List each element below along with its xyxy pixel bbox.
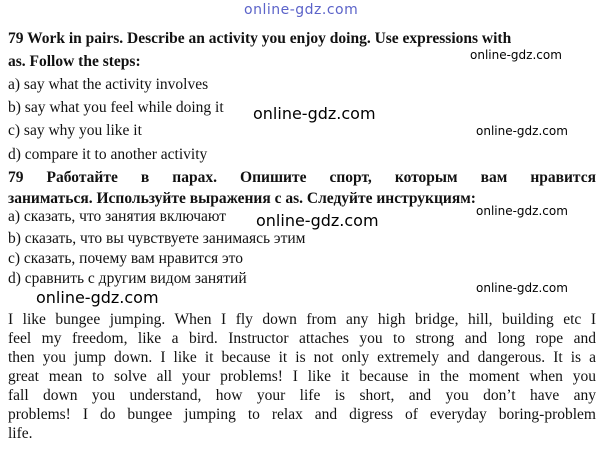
task-ru-title-line1: 79 Работайте в парах. Опишите спорт, которым вам нравится	[8, 169, 596, 186]
watermark-7: online-gdz.com	[36, 288, 159, 307]
task-ru-step-b: b) сказать, что вы чувствуете занимаясь этим	[8, 230, 306, 247]
task-ru-title-line2: заниматься. Используйте выражения с as. Следуйте инструкциям:	[8, 190, 476, 207]
task-ru-step-a: а) сказать, что занятия включают	[8, 208, 227, 225]
task-en-step-d: d) compare it to another activity	[8, 146, 208, 163]
watermark-6: online-gdz.com	[476, 281, 568, 295]
watermark-2: online-gdz.com	[253, 104, 376, 123]
watermark-1: online-gdz.com	[470, 48, 562, 62]
answer-line-7: life.	[8, 425, 33, 442]
task-ru-step-c: c) сказать, почему вам нравится это	[8, 250, 243, 267]
answer-line-1: I like bungee jumping. When I fly down from any high bridge, hill, building etc I	[8, 311, 596, 328]
task-en-title-line1: 79 Work in pairs. Describe an activity you enjoy doing. Use expressions with	[8, 30, 512, 47]
task-en-step-c: c) say why you like it	[8, 122, 142, 139]
answer-line-6: problems! I do bungee jumping to relax and digress of everyday boring-problem	[8, 406, 596, 423]
watermark-top: online-gdz.com	[244, 2, 359, 18]
answer-line-3: then you jump down. I like it because it is not only extremely and dangerous. It is a	[8, 349, 596, 366]
task-en-step-b: b) say what you feel while doing it	[8, 99, 224, 116]
watermark-5: online-gdz.com	[256, 211, 379, 230]
watermark-3: online-gdz.com	[476, 124, 568, 138]
task-en-step-a: a) say what the activity involves	[8, 76, 209, 93]
answer-line-4: great mean to solve all your problems! I like it because in the moment when you	[8, 368, 596, 385]
answer-line-2: feel my freedom, like a bird. Instructor attaches you to strong and long rope and	[8, 330, 596, 347]
task-en-title-line2: as. Follow the steps:	[8, 53, 141, 70]
watermark-4: online-gdz.com	[476, 204, 568, 218]
task-ru-step-d: d) сравнить с другим видом занятий	[8, 270, 247, 287]
answer-line-5: fall down you understand, how your life is short, and you don’t have any	[8, 387, 596, 404]
